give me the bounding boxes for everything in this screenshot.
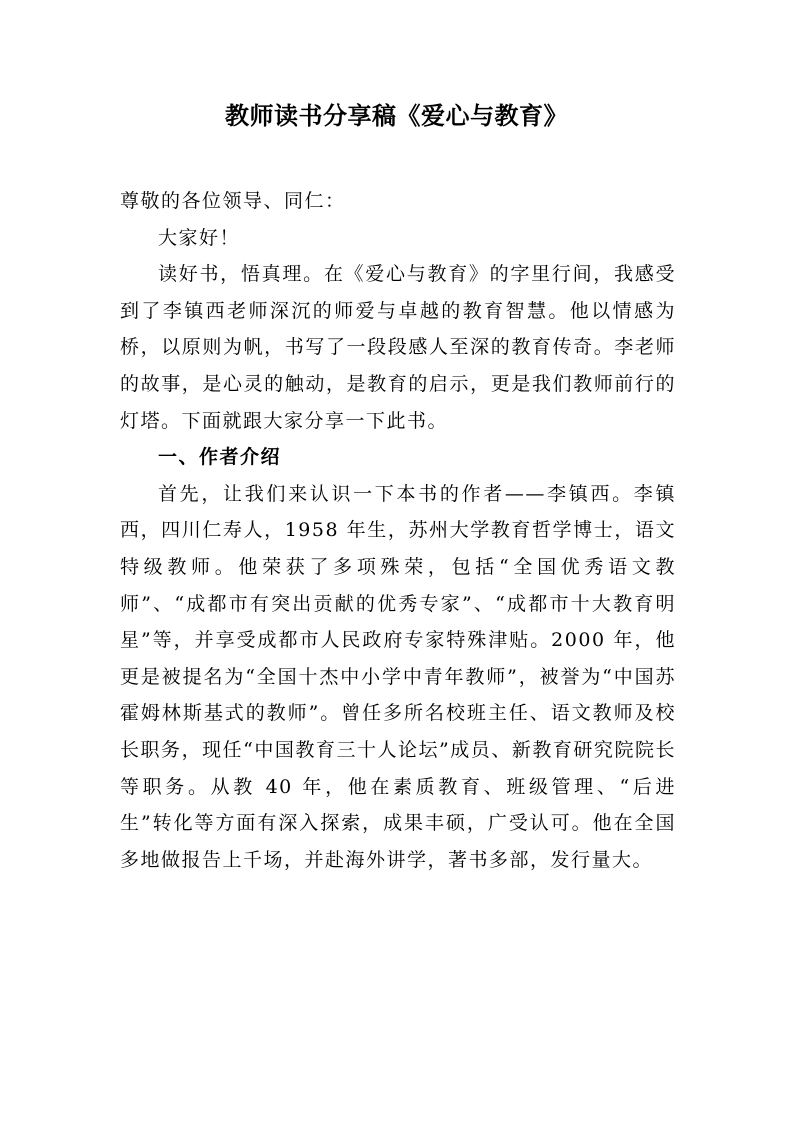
intro-paragraph: 读好书，悟真理。在《爱心与教育》的字里行间，我感受到了李镇西老师深沉的师爱与卓越的教育智慧。他以情感为桥，以原则为帆，书写了一段段感人至深的教育传奇。李老师的故事，是心灵的触动，是教育的启示，更是我们教师前行的灯塔。下面就跟大家分享一下此书。 xyxy=(120,263,676,432)
document-title: 教师读书分享稿《爱心与教育》 xyxy=(225,102,568,130)
salutation: 尊敬的各位领导、同仁： xyxy=(120,190,346,212)
author-paragraph: 首先，让我们来认识一下本书的作者——李镇西。李镇西，四川仁寿人，1958 年生，苏州大学教育哲学博士，语文特级教师。他荣获了多项殊荣，包括“全国优秀语文教师”、“成都市有突出贡献的优秀专家”、“成都市十大教育明星”等，并享受成都市人民政府专家特殊津贴。2000 年，他更是被提名为“全国十杰中小学中青年教师”，被誉为“中国苏霍姆林斯基式的教师”。曾任多所名校班主任、语文教师及校长职务，现任“中国教育三十人论坛”成员、新教育研究院院长等职务。从教 40 年，他在素质教育、班级管理、“后进生”转化等方面有深入探索，成果丰硕，广受认可。他在全国多地做报告上千场，并赴海外讲学，著书多部，发行量大。 xyxy=(120,482,676,871)
document-body xyxy=(120,183,676,878)
greeting: 大家好！ xyxy=(158,226,241,249)
section-heading-author: 一、作者介绍 xyxy=(158,446,282,469)
